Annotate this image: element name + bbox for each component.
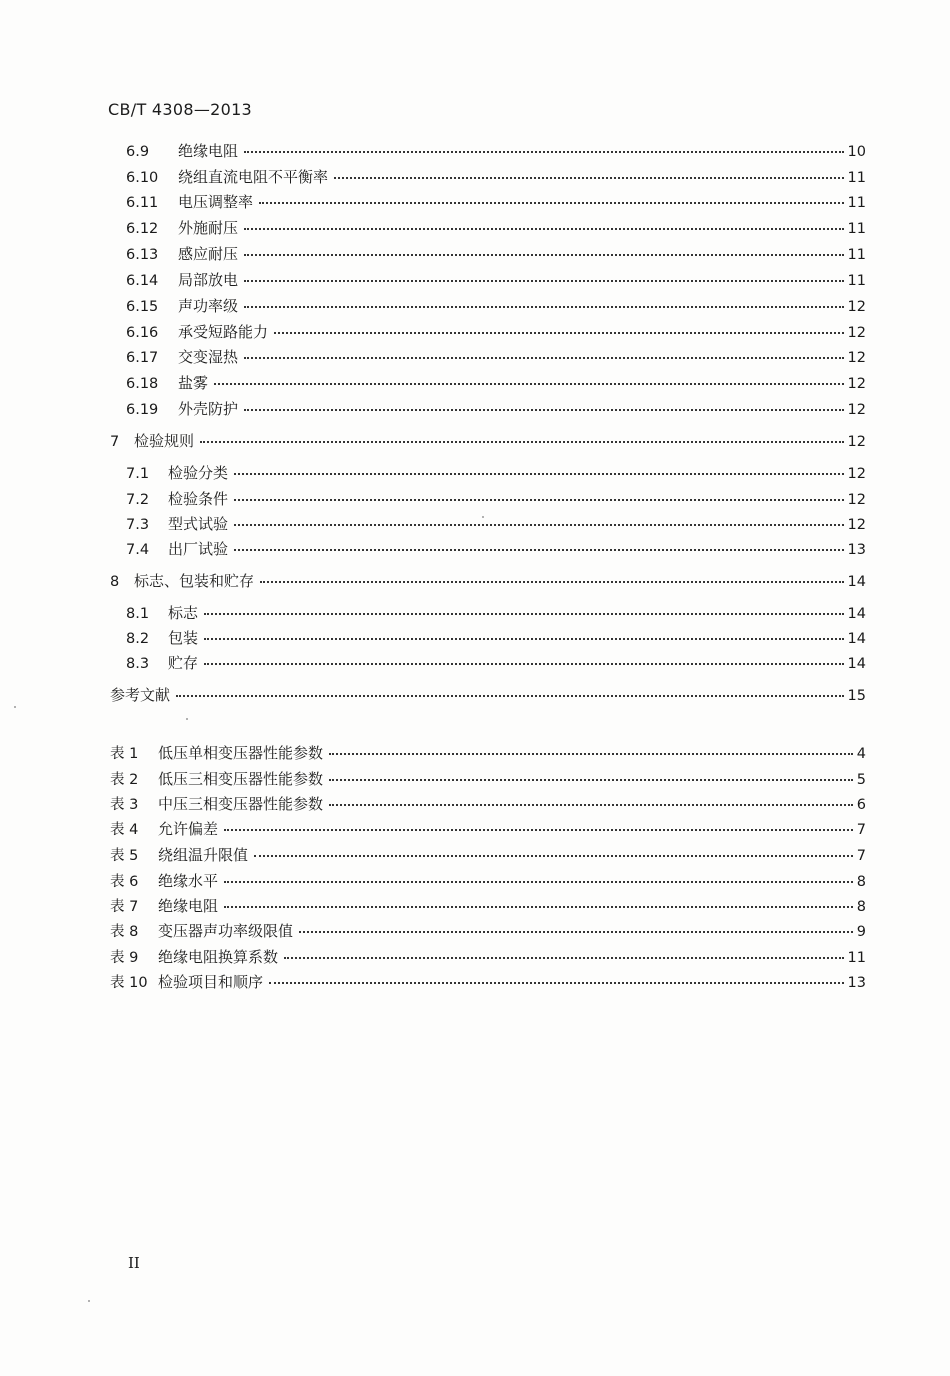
toc-page-number: 12 xyxy=(847,434,866,450)
toc-entry[interactable] xyxy=(126,627,866,651)
toc-number: 7.3 xyxy=(126,517,150,533)
dot-leader xyxy=(244,280,844,282)
dot-leader xyxy=(254,855,853,857)
toc-number: 6.17 xyxy=(126,350,159,366)
scan-speck xyxy=(482,516,484,518)
dot-leader xyxy=(269,982,844,984)
toc-entry[interactable] xyxy=(126,217,866,241)
toc-entry[interactable] xyxy=(126,398,866,422)
scan-speck xyxy=(14,706,16,708)
toc-references-entry[interactable] xyxy=(110,684,866,708)
toc-entry[interactable] xyxy=(126,538,866,562)
toc-page-number: 11 xyxy=(847,195,866,211)
dot-leader xyxy=(260,581,844,583)
dot-leader xyxy=(214,383,844,385)
table-number: 表 2 xyxy=(110,772,139,788)
table-number: 表 10 xyxy=(110,975,148,991)
toc-number: 7.2 xyxy=(126,492,150,508)
dot-leader xyxy=(234,499,844,501)
toc-title: 声功率级 xyxy=(178,297,239,315)
scan-speck xyxy=(88,1300,90,1302)
dot-leader xyxy=(224,829,853,831)
toc-entry[interactable] xyxy=(126,269,866,293)
toc-number: 6.14 xyxy=(126,273,159,289)
toc-title: 出厂试验 xyxy=(168,540,229,558)
toc-title: 外施耐压 xyxy=(178,219,239,237)
table-title: 中压三相变压器性能参数 xyxy=(158,795,324,813)
table-title: 低压三相变压器性能参数 xyxy=(158,770,324,788)
table-list-entry[interactable] xyxy=(110,920,866,944)
toc-chapter-entry[interactable] xyxy=(110,430,866,454)
toc-entry[interactable] xyxy=(126,652,866,676)
dot-leader xyxy=(329,753,853,755)
table-title: 检验项目和顺序 xyxy=(158,973,264,991)
table-title: 绝缘电阻换算系数 xyxy=(158,948,279,966)
dot-leader xyxy=(234,524,844,526)
toc-title: 标志 xyxy=(168,604,199,622)
dot-leader xyxy=(274,332,844,334)
toc-number: 6.19 xyxy=(126,402,159,418)
toc-page-number: 12 xyxy=(847,376,866,392)
dot-leader xyxy=(329,804,853,806)
toc-number: 6.10 xyxy=(126,170,159,186)
dot-leader xyxy=(244,306,844,308)
toc-title: 盐雾 xyxy=(178,374,209,392)
table-page-number: 13 xyxy=(847,975,866,991)
toc-page-number: 12 xyxy=(847,492,866,508)
dot-leader xyxy=(224,906,853,908)
toc-entry[interactable] xyxy=(126,166,866,190)
toc-page-number: 12 xyxy=(847,402,866,418)
toc-entry[interactable] xyxy=(126,488,866,512)
toc-page-number: 12 xyxy=(847,299,866,315)
toc-number: 6.12 xyxy=(126,221,159,237)
toc-title: 标志、包装和贮存 xyxy=(134,572,255,590)
table-page-number: 11 xyxy=(847,950,866,966)
table-page-number: 4 xyxy=(856,746,866,762)
table-number: 表 4 xyxy=(110,822,139,838)
toc-title: 绕组直流电阻不平衡率 xyxy=(178,168,329,186)
dot-leader xyxy=(204,613,844,615)
dot-leader xyxy=(224,881,853,883)
toc-page-number: 14 xyxy=(847,574,866,590)
dot-leader xyxy=(244,151,844,153)
toc-entry[interactable] xyxy=(126,513,866,537)
toc-title: 承受短路能力 xyxy=(178,323,269,341)
toc-number: 8.1 xyxy=(126,606,150,622)
toc-entry[interactable] xyxy=(126,462,866,486)
table-list-entry[interactable] xyxy=(110,818,866,842)
table-list-entry[interactable] xyxy=(110,870,866,894)
toc-title: 检验条件 xyxy=(168,490,229,508)
toc-title: 包装 xyxy=(168,629,199,647)
table-list-entry[interactable] xyxy=(110,793,866,817)
table-list-entry[interactable] xyxy=(110,742,866,766)
table-list-entry[interactable] xyxy=(110,895,866,919)
toc-page-number: 10 xyxy=(847,144,866,160)
dot-leader xyxy=(204,638,844,640)
toc-entry[interactable] xyxy=(126,140,866,164)
scan-speck xyxy=(186,718,188,720)
table-number: 表 8 xyxy=(110,924,139,940)
dot-leader xyxy=(200,441,844,443)
dot-leader xyxy=(204,663,844,665)
toc-page-number: 12 xyxy=(847,466,866,482)
table-page-number: 5 xyxy=(856,772,866,788)
toc-page-number: 12 xyxy=(847,325,866,341)
toc-number: 6.9 xyxy=(126,144,150,160)
table-number: 表 1 xyxy=(110,746,139,762)
toc-entry[interactable] xyxy=(126,372,866,396)
table-list-entry[interactable] xyxy=(110,946,866,970)
toc-title: 感应耐压 xyxy=(178,245,239,263)
dot-leader xyxy=(176,695,844,697)
toc-number: 6.15 xyxy=(126,299,159,315)
table-title: 允许偏差 xyxy=(158,820,219,838)
toc-page-number: 14 xyxy=(847,606,866,622)
toc-title: 检验规则 xyxy=(134,432,195,450)
toc-number: 7 xyxy=(110,434,120,450)
toc-title: 外壳防护 xyxy=(178,400,239,418)
table-title: 绝缘电阻 xyxy=(158,897,219,915)
dot-leader xyxy=(244,254,844,256)
toc-title: 型式试验 xyxy=(168,515,229,533)
toc-entry[interactable] xyxy=(126,191,866,215)
toc-number: 8.3 xyxy=(126,656,150,672)
toc-page-number: 13 xyxy=(847,542,866,558)
toc-entry[interactable] xyxy=(126,321,866,345)
toc-entry[interactable] xyxy=(126,346,866,370)
toc-entry[interactable] xyxy=(126,295,866,319)
table-title: 绝缘水平 xyxy=(158,872,219,890)
table-list-entry[interactable] xyxy=(110,768,866,792)
table-number: 表 5 xyxy=(110,848,139,864)
toc-page-number: 15 xyxy=(847,688,866,704)
toc-page-number: 14 xyxy=(847,656,866,672)
toc-page-number: 12 xyxy=(847,517,866,533)
toc-entry[interactable] xyxy=(126,602,866,626)
table-number: 表 7 xyxy=(110,899,139,915)
toc-number: 6.11 xyxy=(126,195,159,211)
toc-page-number: 11 xyxy=(847,221,866,237)
table-page-number: 6 xyxy=(856,797,866,813)
table-list-entry[interactable] xyxy=(110,844,866,868)
toc-number: 6.16 xyxy=(126,325,159,341)
table-title: 低压单相变压器性能参数 xyxy=(158,744,324,762)
dot-leader xyxy=(234,549,844,551)
table-title: 变压器声功率级限值 xyxy=(158,922,294,940)
dot-leader xyxy=(234,473,844,475)
dot-leader xyxy=(259,202,844,204)
toc-number: 7.4 xyxy=(126,542,150,558)
dot-leader xyxy=(244,409,844,411)
toc-page-number: 11 xyxy=(847,247,866,263)
toc-number: 6.18 xyxy=(126,376,159,392)
toc-title: 局部放电 xyxy=(178,271,239,289)
table-page-number: 8 xyxy=(856,874,866,890)
toc-title: 贮存 xyxy=(168,654,199,672)
toc-page-number: 11 xyxy=(847,273,866,289)
toc-chapter-entry[interactable] xyxy=(110,570,866,594)
table-page-number: 7 xyxy=(856,848,866,864)
dot-leader xyxy=(284,957,844,959)
toc-page-number: 14 xyxy=(847,631,866,647)
toc-title: 交变湿热 xyxy=(178,348,239,366)
page-number-footer: II xyxy=(128,1254,140,1272)
toc-page-number: 12 xyxy=(847,350,866,366)
table-number: 表 9 xyxy=(110,950,139,966)
table-page-number: 7 xyxy=(856,822,866,838)
table-title: 绕组温升限值 xyxy=(158,846,249,864)
toc-title: 参考文献 xyxy=(110,686,171,704)
toc-title: 电压调整率 xyxy=(178,193,254,211)
table-number: 表 6 xyxy=(110,874,139,890)
dot-leader xyxy=(244,357,844,359)
table-number: 表 3 xyxy=(110,797,139,813)
toc-number: 7.1 xyxy=(126,466,150,482)
dot-leader xyxy=(329,779,853,781)
toc-page-number: 11 xyxy=(847,170,866,186)
toc-number: 8 xyxy=(110,574,120,590)
dot-leader xyxy=(244,228,844,230)
toc-entry[interactable] xyxy=(126,243,866,267)
dot-leader xyxy=(334,177,844,179)
toc-number: 6.13 xyxy=(126,247,159,263)
toc-title: 绝缘电阻 xyxy=(178,142,239,160)
table-list-entry[interactable] xyxy=(110,971,866,995)
toc-number: 8.2 xyxy=(126,631,150,647)
table-page-number: 9 xyxy=(856,924,866,940)
toc-title: 检验分类 xyxy=(168,464,229,482)
standard-code-header: CB/T 4308—2013 xyxy=(108,100,253,119)
table-page-number: 8 xyxy=(856,899,866,915)
dot-leader xyxy=(299,931,853,933)
